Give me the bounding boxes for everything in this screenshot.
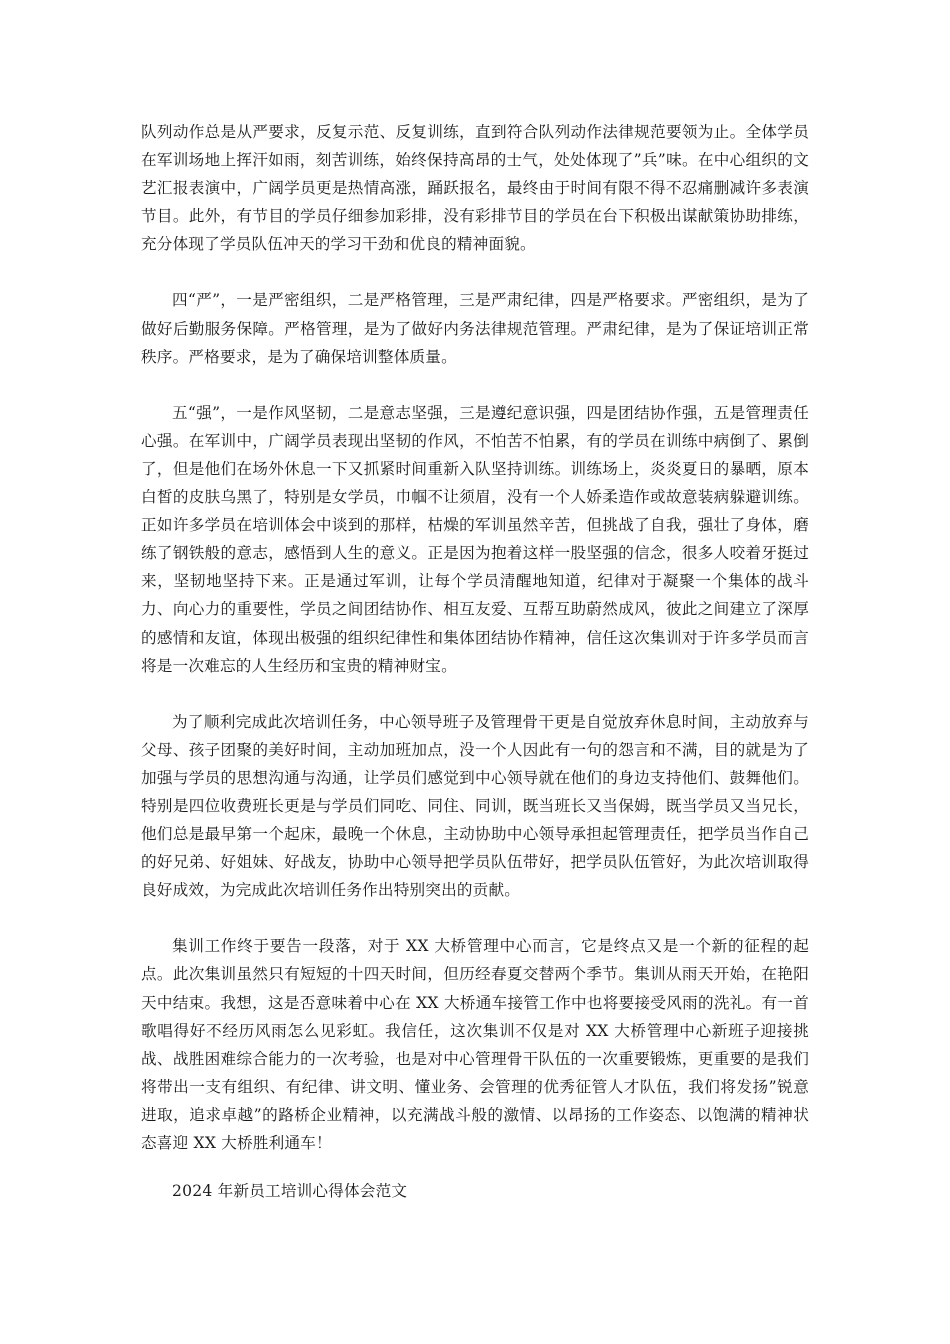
next-article-title: 2024 年新员工培训心得体会范文 [172, 1182, 408, 1201]
paragraph-five-strong: 五“强”，一是作风坚韧，二是意志坚强，三是遵纪意识强，四是团结协作强，五是管理责任心强。在军训中，广阔学员表现出坚韧的作风，不怕苦不怕累，有的学员在训练中病倒了、累倒了，但是他们在场外休息一下又抓紧时间重新入队坚持训练。训练场上，炎炎夏日的暴晒，原本白皙的皮肤乌黑了，特别是女学员，巾帼不让须眉，没有一个人娇柔造作或故意装病躲避训练。正如许多学员在培训体会中谈到的那样，枯燥的军训虽然辛苦，但挑战了自我，强壮了身体，磨练了钢铁般的意志，感悟到人生的意义。正是因为抱着这样一股坚强的信念，很多人咬着牙挺过来，坚韧地坚持下来。正是通过军训，让每个学员清醒地知道，纪律对于凝聚一个集体的战斗力、向心力的重要性，学员之间团结协作、相互友爱、互帮互助蔚然成风，彼此之间建立了深厚的感情和友谊，体现出极强的组织纪律性和集体团结协作精神，信任这次集训对于许多学员而言将是一次难忘的人生经历和宝贵的精神财宝。 [141, 403, 809, 675]
paragraph-four-strict: 四“严”，一是严密组织，二是严格管理，三是严肃纪律，四是严格要求。严密组织，是为了做好后勤服务保障。严格管理，是为了做好内务法律规范管理。严肃纪律，是为了保证培训正常秩序。严格要求，是为了确保培训整体质量。 [141, 291, 809, 366]
paragraph-drill-requirements: 队列动作总是从严要求，反复示范、反复训练，直到符合队列动作法律规范要领为止。全体学员在军训场地上挥汗如雨，刻苦训练，始终保持高昂的士气，处处体现了”兵”味。在中心组织的文艺汇报表演中，广阔学员更是热情高涨，踊跃报名，最终由于时间有限不得不忍痛删减许多表演节目。此外，有节目的学员仔细参加彩排，没有彩排节目的学员在台下积极出谋献策协助排练，充分体现了学员队伍冲天的学习干劲和优良的精神面貌。 [141, 123, 809, 254]
paragraph-conclusion: 集训工作终于要告一段落，对于 XX 大桥管理中心而言，它是终点又是一个新的征程的起点。此次集训虽然只有短短的十四天时间，但历经春夏交替两个季节。集训从雨天开始，在艳阳天中结束。我想，这是否意味着中心在 XX 大桥通车接管工作中也将要接受风雨的洗礼。有一首歌唱得好不经历风雨怎么见彩虹。我信任，这次集训不仅是对 XX 大桥管理中心新班子迎接挑战、战胜困难综合能力的一次考验，也是对中心管理骨干队伍的一次重要锻炼，更重要的是我们将带出一支有组织、有纪律、讲文明、懂业务、会管理的优秀征管人才队伍，我们将发扬”锐意进取，追求卓越”的路桥企业精神，以充满战斗般的激情、以昂扬的工作姿态、以饱满的精神状态喜迎 XX 大桥胜利通车！ [141, 937, 809, 1152]
paragraph-leadership-support: 为了顺利完成此次培训任务，中心领导班子及管理骨干更是自觉放弃休息时间，主动放弃与父母、孩子团聚的美好时间，主动加班加点，没一个人因此有一句的怨言和不满，目的就是为了加强与学员的思想沟通与沟通，让学员们感觉到中心领导就在他们的身边支持他们、鼓舞他们。特别是四位收费班长更是与学员们同吃、同住、同训，既当班长又当保姆，既当学员又当兄长，他们总是最早第一个起床，最晚一个休息，主动协助中心领导承担起管理责任，把学员当作自己的好兄弟、好姐妹、好战友，协助中心领导把学员队伍带好，把学员队伍管好，为此次培训取得良好成效，为完成此次培训任务作出特别突出的贡献。 [141, 712, 809, 900]
document-page [141, 118, 809, 1205]
